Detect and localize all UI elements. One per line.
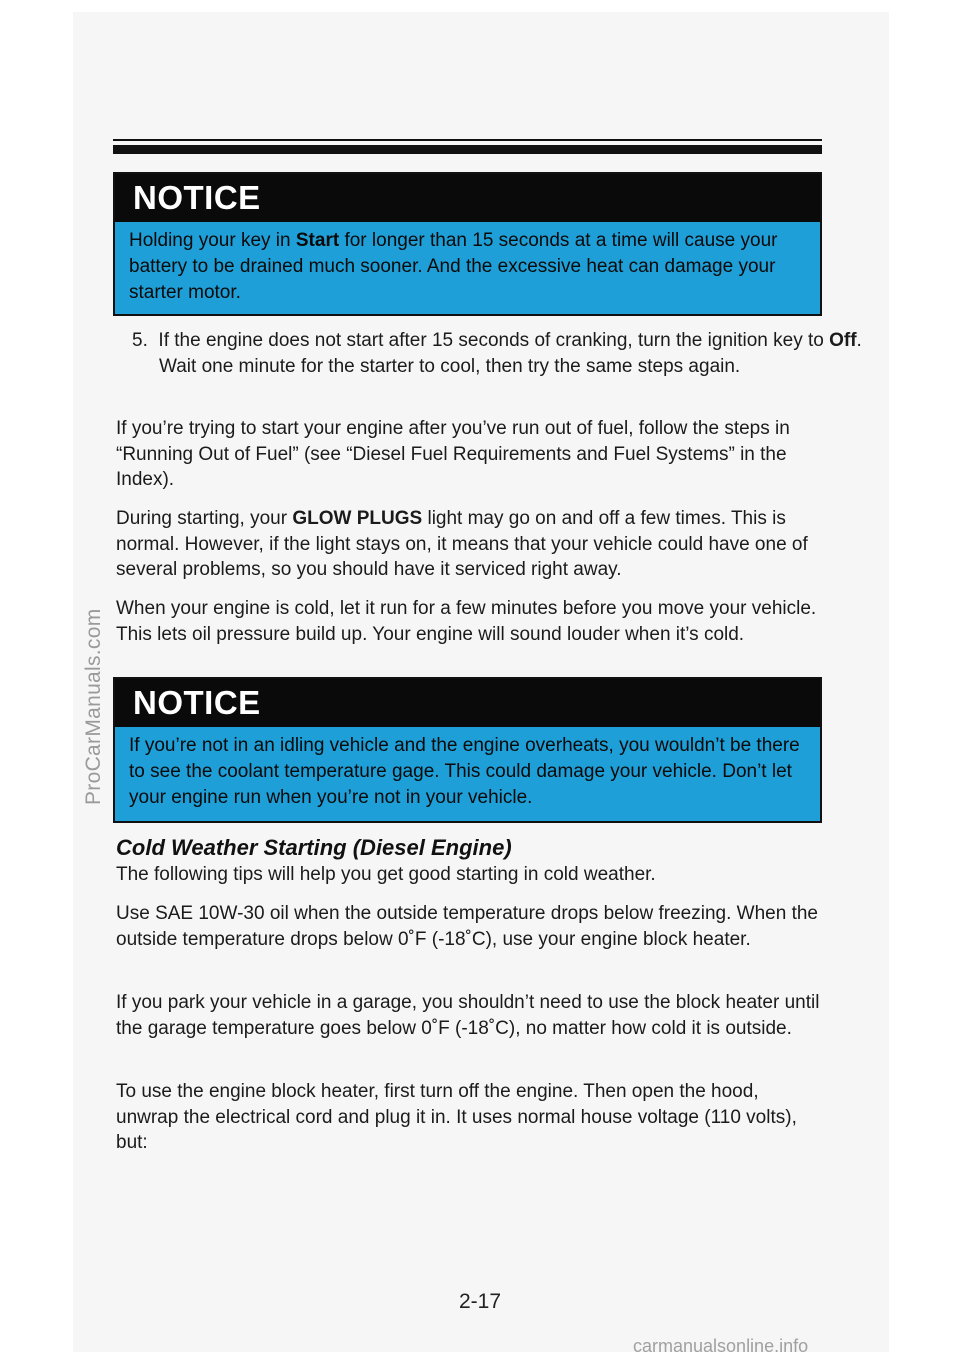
bottom-watermark: carmanualsonline.info — [633, 1336, 809, 1356]
paragraph-tips: The following tips will help you get good starting in cold weather. — [116, 864, 656, 885]
page-number: 2-17 — [458, 1290, 502, 1313]
off-keyword: Off — [829, 330, 857, 351]
notice-title: NOTICE — [115, 679, 820, 727]
notice-box-starter — [113, 172, 822, 316]
paragraph-oil: Use SAE 10W-30 oil when the outside temperature drops below freezing. When the outside temperature drops below 0˚F (-18˚C), use your engine block heater. — [116, 903, 818, 950]
paragraph-glow-plugs: During starting, your GLOW PLUGS light may go on and off a few times. This is normal. However, if the light stays on, it means that your vehicle could have one of several problems, so you should have it serviced right away. — [116, 508, 808, 580]
side-watermark: ProCarManuals.com — [82, 608, 105, 805]
paragraph-cold-engine: When your engine is cold, let it run for a few minutes before you move your vehicle. This lets oil pressure build up. Your engine will sound louder when it’s cold. — [116, 598, 817, 645]
start-keyword: Start — [295, 230, 340, 251]
glow-plugs-keyword: GLOW PLUGS — [292, 508, 423, 529]
paragraph-fuel: If you’re trying to start your engine after you’ve run out of fuel, follow the steps in “Running Out of Fuel” (see “Diesel Fuel Requirements and Fuel Systems” in the Index). — [116, 418, 790, 490]
notice-body: If you’re not in an idling vehicle and the engine overheats, you wouldn’t be there to see the coolant temperature gage. This could damage your vehicle. Don’t let your engine run when you’re not in your vehicle. — [129, 735, 800, 808]
step-5: 5. If the engine does not start after 15 seconds of cranking, turn the ignition key to Off. Wait one minute for the starter to cool, then try the same steps again. — [132, 330, 862, 377]
notice-box-overheat — [113, 677, 822, 823]
header-rule-thick — [113, 145, 822, 154]
section-heading: Cold Weather Starting (Diesel Engine) — [116, 835, 512, 860]
notice-title: NOTICE — [115, 174, 820, 222]
header-rule-thin — [113, 139, 822, 141]
paragraph-garage: If you park your vehicle in a garage, you shouldn’t need to use the block heater until the garage temperature goes below 0˚F (-18˚C), no matter how cold it is outside. — [116, 992, 820, 1039]
paragraph-block-heater: To use the engine block heater, first turn off the engine. Then open the hood, unwrap the electrical cord and plug it in. It uses normal house voltage (110 volts), but: — [116, 1081, 797, 1153]
notice-body: Holding your key in Start for longer than 15 seconds at a time will cause your battery to be drained much sooner. And the excessive heat can damage your starter motor. — [129, 230, 778, 303]
